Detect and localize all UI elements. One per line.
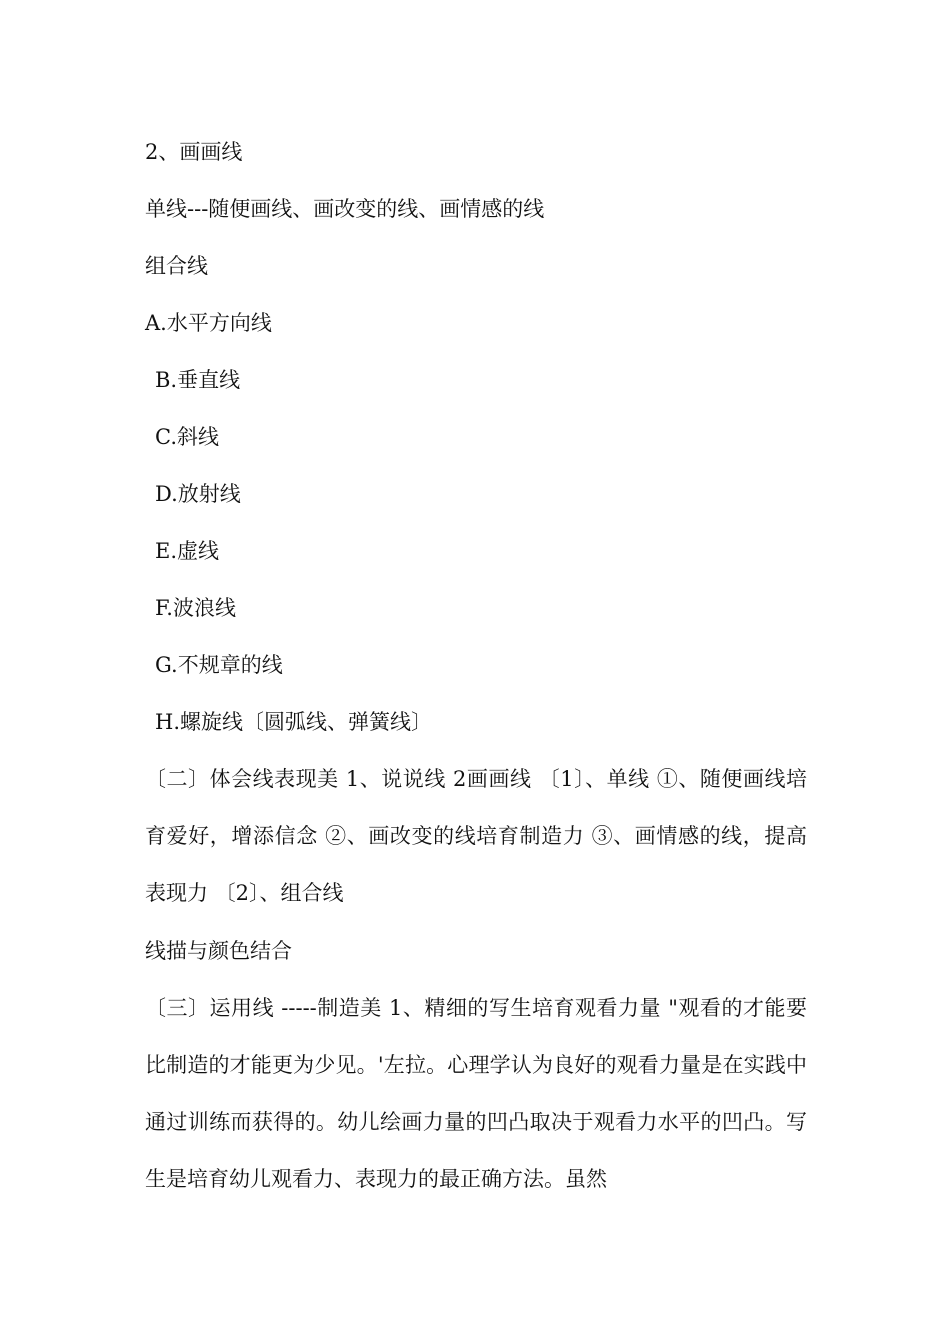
list-item-g: G.不规章的线 xyxy=(155,653,283,677)
section-heading: 2、画画线 xyxy=(145,140,243,164)
list-item-b: B.垂直线 xyxy=(155,368,241,392)
line-color-text: 线描与颜色结合 xyxy=(145,939,292,963)
list-item-d: D.放射线 xyxy=(155,482,241,506)
list-item-f: F.波浪线 xyxy=(155,596,236,620)
single-line-text: 单线---随便画线、画改变的线、画情感的线 xyxy=(145,197,545,221)
paragraph-usage: 〔三〕运用线 -----制造美 1、精细的写生培育观看力量 "观看的才能要比制造的才能更为少见。'左拉。心理学认为良好的观看力量是在实践中通过训练而获得的。幼儿绘画力量的凹凸取决于观看力水平的凹凸。写生是培育幼儿观看力、表现力的最正确方法。虽然 xyxy=(145,996,807,1191)
paragraph-experience: 〔二〕体会线表现美 1、说说线 2画画线 〔1〕、单线 ①、随便画线培育爱好，增添信念 ②、画改变的线培育制造力 ③、画情感的线，提高表现力 〔2〕、组合线 xyxy=(145,767,807,905)
list-item-a: A.水平方向线 xyxy=(145,311,272,335)
list-item-e: E.虚线 xyxy=(155,539,220,563)
list-item-c: C.斜线 xyxy=(155,425,219,449)
combo-line-text: 组合线 xyxy=(145,254,208,278)
list-item-h: H.螺旋线〔圆弧线、弹簧线〕 xyxy=(155,710,432,734)
